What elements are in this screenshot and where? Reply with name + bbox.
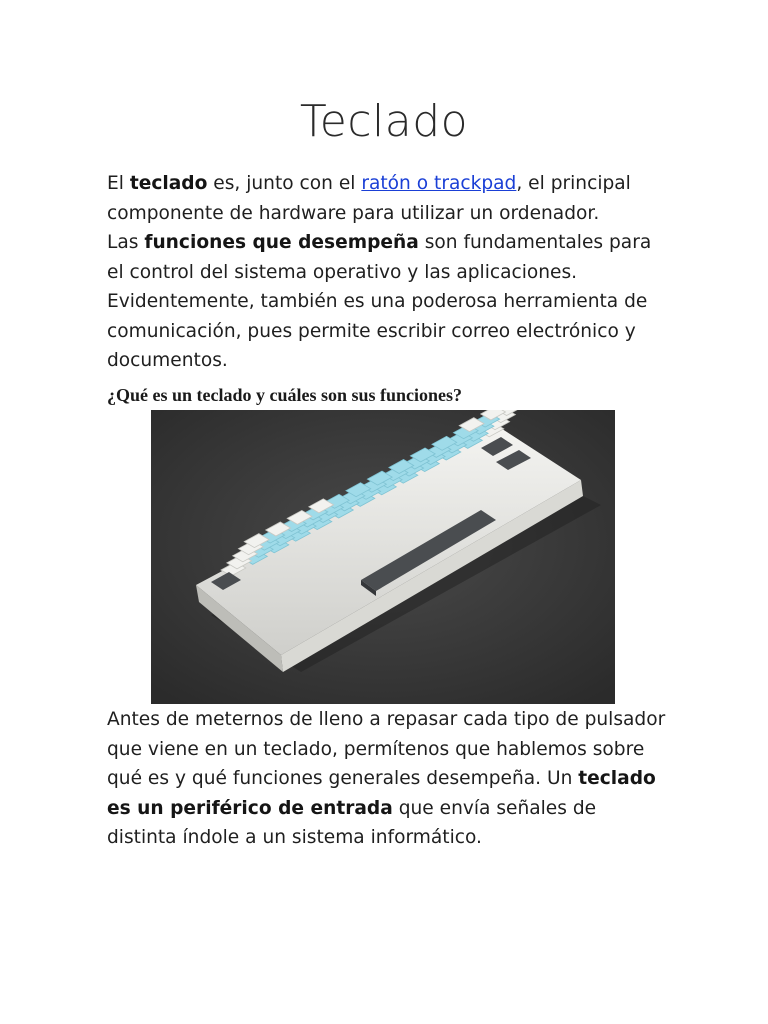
intro-bold-funciones: funciones que desempeña xyxy=(144,232,419,253)
intro-text: , el principal componente de hardware para utilizar un ordenador. xyxy=(107,173,631,224)
intro-text: es, junto con el xyxy=(207,173,362,194)
keyboard-illustration xyxy=(151,410,615,704)
raton-trackpad-link[interactable]: ratón o trackpad xyxy=(361,173,517,194)
intro-text: El xyxy=(107,173,130,194)
closing-paragraph xyxy=(107,705,667,853)
intro-bold-teclado: teclado xyxy=(129,173,208,194)
section-heading: ¿Qué es un teclado y cuáles son sus funciones? xyxy=(107,385,463,405)
page-title: Teclado xyxy=(299,96,469,147)
intro-paragraph xyxy=(107,169,667,376)
closing-text: que envía señales de distinta índole a un sistema informático. xyxy=(107,797,597,848)
keyboard-photo xyxy=(151,410,615,704)
closing-text: Antes de meternos de lleno a repasar cada tipo de pulsador que viene en un teclado, permítenos que hablemos sobre qué es y qué funciones generales desempeña. Un xyxy=(107,709,666,789)
intro-text: Las xyxy=(107,232,145,253)
closing-bold: teclado es un periférico de entrada xyxy=(107,768,656,819)
intro-text: son fundamentales para el control del sistema operativo y las aplicaciones. Evidentemente, también es una poderosa herramienta de comunicación, pues permite escribir correo electrónico y documentos. xyxy=(107,232,652,371)
